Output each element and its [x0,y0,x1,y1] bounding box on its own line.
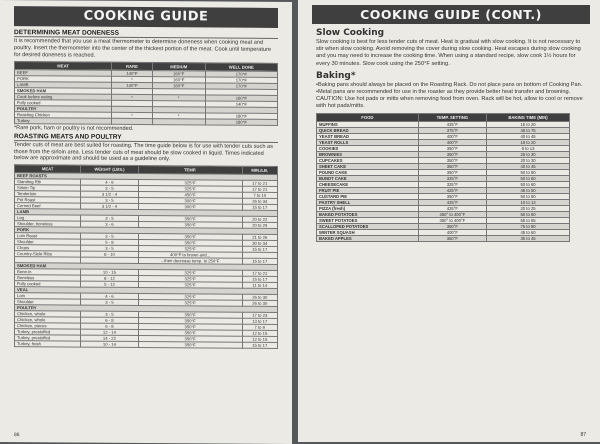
table-header-cell: MEAT [15,61,112,70]
table-cell: 170°F [205,83,277,90]
table-cell: LAMB [15,81,112,88]
table-cell: 450°F [138,192,242,199]
page-title: COOKING GUIDE (CONT.) [312,5,590,24]
table-row [15,117,278,125]
slow-cooking-text: Slow cooking is best for less tender cuts of meat. Heat is gradual with slow cooking. It is not necessary to stir when slow cooking. Avoid removing the cover during slow cooking. Heat escapes during slow cooking and you may need to increase the cooking time. When using a standard recipe, slow cook 1½ hours for every 30 minutes. Slow cook using the 250°F setting. [316,39,581,67]
table-cell: Loin Roast [15,233,81,239]
table-cell: * [112,94,153,100]
table-cell: 17 to 23 [242,313,277,319]
table-cell: QUICK BREAD [317,128,419,134]
table-cell: 350°F [418,152,486,158]
table-cell: 300°F [138,204,242,211]
table-cell: Pot Roast [15,197,81,203]
table-header-cell: TEMP. SETTING [418,114,486,122]
table-cell: SCALLOPED POTATOES [317,224,419,230]
table-cell: 325°F [138,246,242,253]
table-cell: 325°F [138,186,242,193]
table-cell: COOKIES [317,146,419,152]
table-cell: 350°F [138,312,242,319]
table-header-cell: MEAT [15,165,81,173]
table-cell: 350°F [418,146,486,152]
table-header-cell: MIN./LB. [242,167,277,175]
table-header-cell: WEIGHT (LBS.) [81,165,138,173]
table-cell: 170°F [205,71,277,78]
table-cell: MUFFINS [317,122,419,128]
table-cell: * [112,112,153,118]
table-cell: PORK [15,75,112,82]
baking-heading: Baking* [316,70,356,81]
table-cell: 3 - 5 [81,185,138,191]
table-cell: Turkey [15,117,112,124]
table-cell: 350°F [418,236,486,242]
table-header-cell: FOOD [317,114,419,122]
table-cell: 15 to 17 [242,277,277,283]
table-cell: 6 - 8 [81,323,138,329]
table-header-cell: MEDIUM [152,62,205,70]
table-cell: BROWNIES [317,152,419,158]
caution-text: CAUTION: Use hot pads or mitts when removing food from oven. Rack will be hot, allow to cool or remove with hot pads/mitts. [316,95,583,110]
table-cell: Chops [15,245,81,251]
table-cell: Standing Rib [15,179,81,185]
table-cell: Fully cooked [15,99,112,106]
table-cell: 11 to 14 [242,283,277,289]
baking-bullet: • Metal pans are recommended for use in the roaster as they provide better heat transfer and browning. [316,89,588,96]
left-page [0,0,292,444]
table-cell: 45 to 50 [487,188,570,194]
table-cell: Loin [15,293,81,299]
table-cell: 325°F [138,180,242,187]
table-cell: 400°F [418,230,486,236]
doneness-text: It is recommended that you use a meat thermometer to determine doneness when cooking meat and poultry. Insert the thermometer into the center of the thickest portion of the meat. Cook until temperature for desired doneness is reached. [14,38,272,59]
table-header-cell: TEMP. [138,166,242,175]
table-cell: YEAST ROLLS [317,140,419,146]
table-cell: 50 to 60 [487,182,570,188]
table-cell: WINTER SQUASH [317,230,419,236]
table-cell: Tenderloin [15,191,81,197]
table-cell: 8 to 13 [487,146,570,152]
roasting-heading: ROASTING MEATS AND POULTRY [14,132,278,143]
table-cell: 140°F [112,82,153,88]
table-cell: Leg [15,215,81,221]
baking-bullet: • Baking pans should always be placed on the Roasting Rack. Do not place pans on bottom of Cooking Pan. [316,82,588,89]
table-cell: 50 to 60 [487,194,570,200]
table-cell: 325°F [138,270,242,277]
table-cell: CUPCAKES [317,158,419,164]
table-cell: 12 to 15 [242,337,277,343]
table-cell: 425°F [418,200,486,206]
table-cell: 350°F [418,164,486,170]
table-cell: 21 to 26 [242,235,277,241]
table-cell: 50 to 60 [487,212,570,218]
table-cell: Shoulder [15,299,81,305]
table-cell: FRUIT PIE [317,188,419,194]
table-cell: Country-Style Ribs [15,251,81,257]
table-cell: 350°F [138,336,242,343]
table-cell: CUSTARD PIE [317,194,419,200]
table-cell: 75 to 90 [487,224,570,230]
table-cell: SHEET CAKE [317,164,419,170]
table-cell: Bone-in [15,269,81,275]
table-cell: 7 to 9 [242,325,277,331]
table-cell: 3 1/2 - 4 [81,191,138,197]
table-cell: SWEET POTATOES [317,218,419,224]
table-cell: 375°F [418,128,486,134]
table-cell: 45 to 75 [487,128,570,134]
table-cell: 10 - 15 [81,269,138,275]
table-cell: 350°F [418,170,486,176]
roasting-table [14,164,278,349]
table-cell: 5 - 8 [81,239,138,245]
table-cell: 15 to 17 [242,343,277,349]
table-cell: 3 - 5 [81,311,138,317]
baking-table [316,113,570,242]
table-cell: 400°F [418,134,486,140]
table-cell: 40 to 45 [487,134,570,140]
table-cell: 350°F [418,194,486,200]
table-cell: 170°F [205,77,277,84]
table-group-label: LAMB [15,209,278,217]
table-cell: 180°F [205,113,277,120]
doneness-footnote: *Rare pork, ham or poultry is not recommended. [14,124,134,132]
table-cell: 40 to 45 [487,164,570,170]
doneness-heading: DETERMINING MEAT DONENESS [14,26,278,39]
table-cell: * [112,76,153,82]
table-cell: Turkey, prestuffed [15,329,81,335]
table-cell: 325°F [138,276,242,283]
table-cell: 325°F [138,294,242,301]
table-cell: 18 to 20 [487,140,570,146]
table-cell: * [152,112,205,118]
table-cell: Boneless [15,275,81,281]
table-cell: Chicken, whole [15,317,81,323]
table-cell: 7 to 10 [242,193,277,199]
table-cell: Sirloin Tip [15,185,81,191]
table-cell: 160°F [205,95,277,102]
table-cell: 26 to 30 [242,301,277,307]
table-cell: 15 to 17 [242,247,277,253]
table-cell: 55 to 65 [487,218,570,224]
table-cell: 3 - 5 [81,197,138,203]
table-cell: 425°F [418,122,486,128]
page-number: 87 [580,432,586,438]
table-cell: 140°F [112,70,153,76]
table-cell: 12 to 15 [242,331,277,337]
table-cell: 45 to 60 [487,230,570,236]
table-cell: 6 - 8 [81,317,138,323]
table-header-cell: WELL DONE [205,63,277,72]
table-cell: 425°F [418,206,486,212]
table-cell [152,118,205,124]
table-header-cell: RARE [112,62,153,70]
table-cell: 17 to 21 [242,271,277,277]
table-cell: 50 to 60 [487,176,570,182]
table-cell: 160°F [152,82,205,88]
table-group-label: SMOKED HAM [15,263,278,271]
table-header-cell: BAKING TIME (MIN) [487,114,570,122]
table-cell: 325°F [418,176,486,182]
table-cell: 350° to 400°F [418,212,486,218]
table-cell: 5 - 12 [81,281,138,287]
table-row [317,212,570,218]
table-cell: ...then decrease temp. to 250°F [138,258,242,265]
table-cell: 3 - 5 [81,245,138,251]
table-row [15,341,278,349]
table-cell: Chicken, whole [15,311,81,317]
table-cell: 20 to 30 [487,158,570,164]
table-cell: 350°F [138,342,242,349]
table-cell: SMOKED HAM [15,87,112,94]
table-cell: 350°F [138,324,242,331]
table-group-label: POULTRY [15,305,278,313]
table-cell: 3 - 6 [81,221,138,227]
table-cell: Turkey, fresh [15,341,81,347]
table-cell: 8 - 12 [81,275,138,281]
table-cell: 350°F [138,240,242,247]
table-cell: 350°F [138,222,242,229]
table-cell: 15 to 17 [242,205,277,211]
table-cell: 8 - 10 [81,251,138,257]
table-cell: POUND CAKE [317,170,419,176]
table-cell: YEAST BREAD [317,134,419,140]
table-group-label: VEAL [15,287,278,295]
table-cell: BUNDT CAKE [317,176,419,182]
table-cell: Chicken, pieces [15,323,81,329]
table-cell: 350°F [418,224,486,230]
table-cell: 350° to 400°F [418,218,486,224]
doneness-table [14,61,278,126]
table-cell: 350°F [138,318,242,325]
table-cell: Shoulder [15,239,81,245]
table-cell: 180°F [205,119,277,126]
table-cell: 160°F [152,70,205,76]
table-group-label: PORK [15,227,278,235]
table-cell: Corned Beef [15,203,81,209]
roasting-text: Tender cuts of meat are best suited for roasting. The time guide below is for use with tender cuts such as those from the sirloin area. Less tender cuts of meat should be slow cooked in liquid. Times indicated below are approximate and should be used as a guideline only. [14,141,273,163]
table-cell: 400°F [418,140,486,146]
table-cell: 20 to 25 [487,206,570,212]
table-cell: PASTRY SHELL [317,200,419,206]
table-cell: 17 to 21 [242,187,277,193]
slow-cooking-heading: Slow Cooking [316,28,385,38]
table-cell: 350°F [138,216,242,223]
table-cell: 3 - 5 [81,215,138,221]
table-cell: * [152,94,205,100]
table-cell: Shoulder, boneless [15,221,81,227]
table-cell: 350°F [138,234,242,241]
table-cell: BAKED POTATOES [317,212,419,218]
table-cell: CHEESECAKE [317,182,419,188]
table-cell: 30 to 34 [242,241,277,247]
table-cell: Turkey, prestuffed [15,335,81,341]
table-cell: 350°F [138,330,242,337]
table-cell: 3 - 5 [81,233,138,239]
table-cell: POULTRY [15,105,112,112]
table-cell: Roasting Chicken [15,111,112,118]
page-title: COOKING GUIDE [14,6,278,28]
table-cell: Cook before eating [15,93,112,100]
table-cell: 35 to 45 [487,236,570,242]
table-cell: 325°F [418,182,486,188]
right-page [298,0,600,442]
table-cell [112,118,153,124]
table-cell: 160°F [152,76,205,82]
table-cell: 20 to 25 [242,223,277,229]
baking-bullets [316,82,588,96]
table-cell: 400°F to brown and... [138,252,242,259]
table-cell: 4 - 6 [81,293,138,299]
table-cell: 14 - 22 [81,335,138,341]
table-cell: 12 - 14 [81,329,138,335]
table-row [317,218,570,224]
table-row [317,236,570,242]
table-cell: 15 to 20 [487,122,570,128]
table-cell: 25 to 30 [487,152,570,158]
table-cell: 26 to 30 [242,295,277,301]
table-cell: BEEF [15,69,112,76]
table-cell: 300°F [138,198,242,205]
table-cell: 325°F [138,282,242,289]
table-cell: 17 to 21 [242,181,277,187]
table-cell: 325°F [138,300,242,307]
table-cell: BAKED APPLES [317,236,419,242]
table-group-label: BEEF ROASTS [15,173,278,181]
table-cell: 20 to 22 [242,217,277,223]
table-cell: 50 to 60 [487,170,570,176]
table-cell: 140°F [205,101,277,108]
table-cell: 4 - 6 [81,179,138,185]
table-cell: 10 to 13 [487,200,570,206]
table-cell: 3 1/2 - 4 [81,203,138,209]
table-cell: 26 to 34 [242,199,277,205]
table-cell: 15 to 17 [242,259,277,265]
page-number: 86 [14,432,20,439]
table-cell: 13 to 17 [242,319,277,325]
table-cell: PIZZA (fresh) [317,206,419,212]
table-cell: 425°F [418,188,486,194]
table-cell: 350°F [418,158,486,164]
table-cell: Fully cooked [15,281,81,287]
table-cell: 3 - 5 [81,299,138,305]
table-cell: 10 - 14 [81,341,138,347]
